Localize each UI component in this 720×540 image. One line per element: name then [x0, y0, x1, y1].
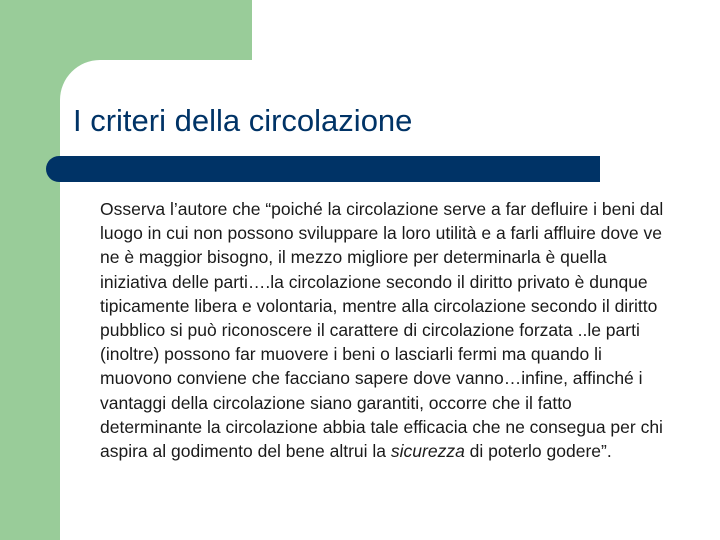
- body-text-italic: sicurezza: [390, 441, 465, 462]
- slide-title: I criteri della circolazione: [73, 103, 413, 138]
- body-paragraph: [100, 197, 672, 463]
- body-text-main: Osserva l’autore che “poiché la circolazione serve a far defluire i beni dal luogo in cui non possono svilupparе la loro utilità e a farli affluire dove ve ne è maggior bisogno, il mezzo migliore per determinarla è quella iniziativa delle parti….la circolazione secondo il diritto privato è dunque tipicamente libera e volontaria, mentre alla circolazione secondo il diritto pubblico si può riconoscere il carattere di circolazione forzata ..le parti (inoltre) possono far muovere i beni o lasciarli fermi ma quando li muovono conviene che facciano sapere dove vanno…infine, affinché i vantaggi della circolazione siano garantiti, occorre che il fatto determinante la circolazione abbia tale efficacia che ne consegua per chi aspira al godimento del bene altrui la: [100, 199, 664, 462]
- title-underline-bar: [46, 156, 600, 182]
- body-text-end: di poterlo godere”.: [464, 441, 612, 462]
